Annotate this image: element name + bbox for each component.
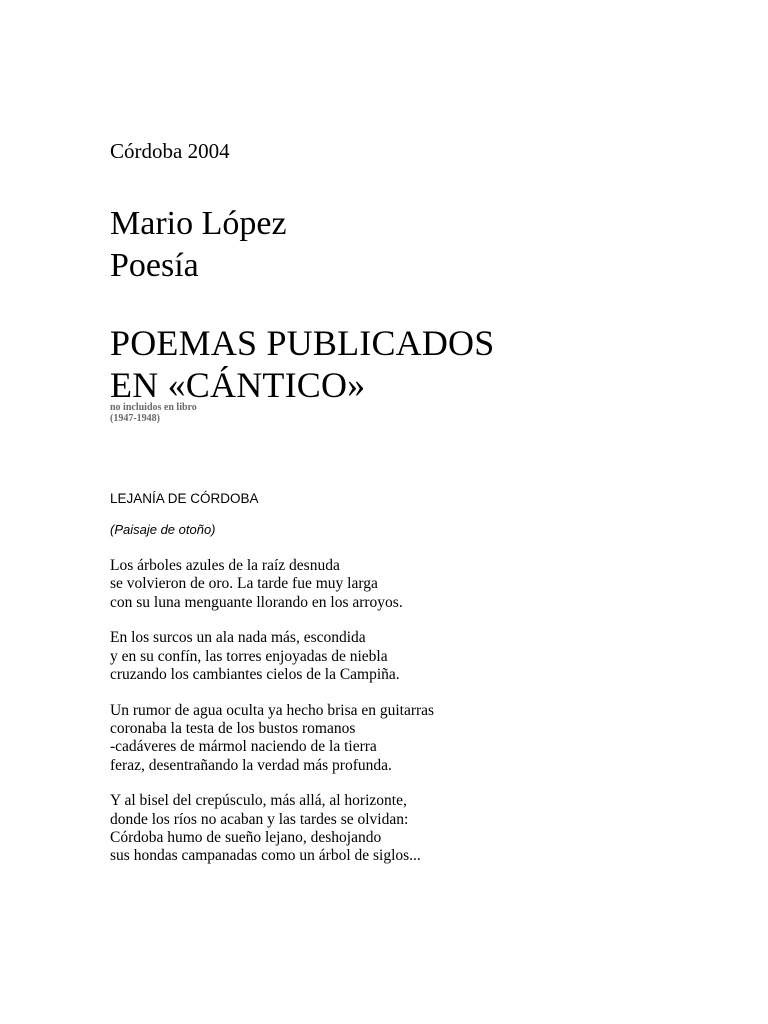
collection-subtitle-line-2: (1947-1948) [110,413,160,424]
poem-line: feraz, desentrañando la verdad más profunda. [110,756,392,774]
poem-line: y en su confín, las torres enjoyadas de niebla [110,647,388,665]
stanza-2 [110,629,434,684]
poem-line: Los árboles azules de la raíz desnuda [110,557,340,574]
collection-title-line-1: POEMAS PUBLICADOS [110,323,495,363]
poem-line: Y al bisel del crepúsculo, más allá, al horizonte, [110,792,407,810]
stanza-4 [110,792,434,865]
poem-subtitle: (Paisaje de otoño) [110,522,216,537]
author-block [110,203,287,287]
poem-line: se volvieron de oro. La tarde fue muy larga [110,575,378,593]
poem-body [110,557,434,883]
genre-label: Poesía [110,247,199,284]
poem-line: coronaba la testa de los bustos romanos [110,720,356,738]
poem-line: Un rumor de agua oculta ya hecho brisa en guitarras [110,701,435,719]
poem-line: -cadáveres de mármol naciendo de la tierra [110,738,377,756]
collection-subtitle-line-1: no incluidos en libro [110,402,197,413]
poem-title: LEJANÍA DE CÓRDOBA [110,491,259,506]
poem-line: con su luna menguante llorando en los arroyos. [110,593,403,611]
place-date: Córdoba 2004 [110,139,230,163]
collection-title-line-2: EN «CÁNTICO» [110,365,366,405]
poem-line: En los surcos un ala nada más, escondida [110,629,366,647]
stanza-1 [110,557,434,612]
collection-title [110,322,494,406]
poem-line: cruzando los cambiantes cielos de la Campiña. [110,665,400,683]
poem-line: donde los ríos no acaban y las tardes se olvidan: [110,810,409,828]
collection-subtitle [110,402,197,424]
stanza-3 [110,702,434,775]
poem-line: Córdoba humo de sueño lejano, deshojando [110,829,382,847]
poem-line: sus hondas campanadas como un árbol de siglos... [110,847,421,865]
author-name: Mario López [110,205,287,242]
